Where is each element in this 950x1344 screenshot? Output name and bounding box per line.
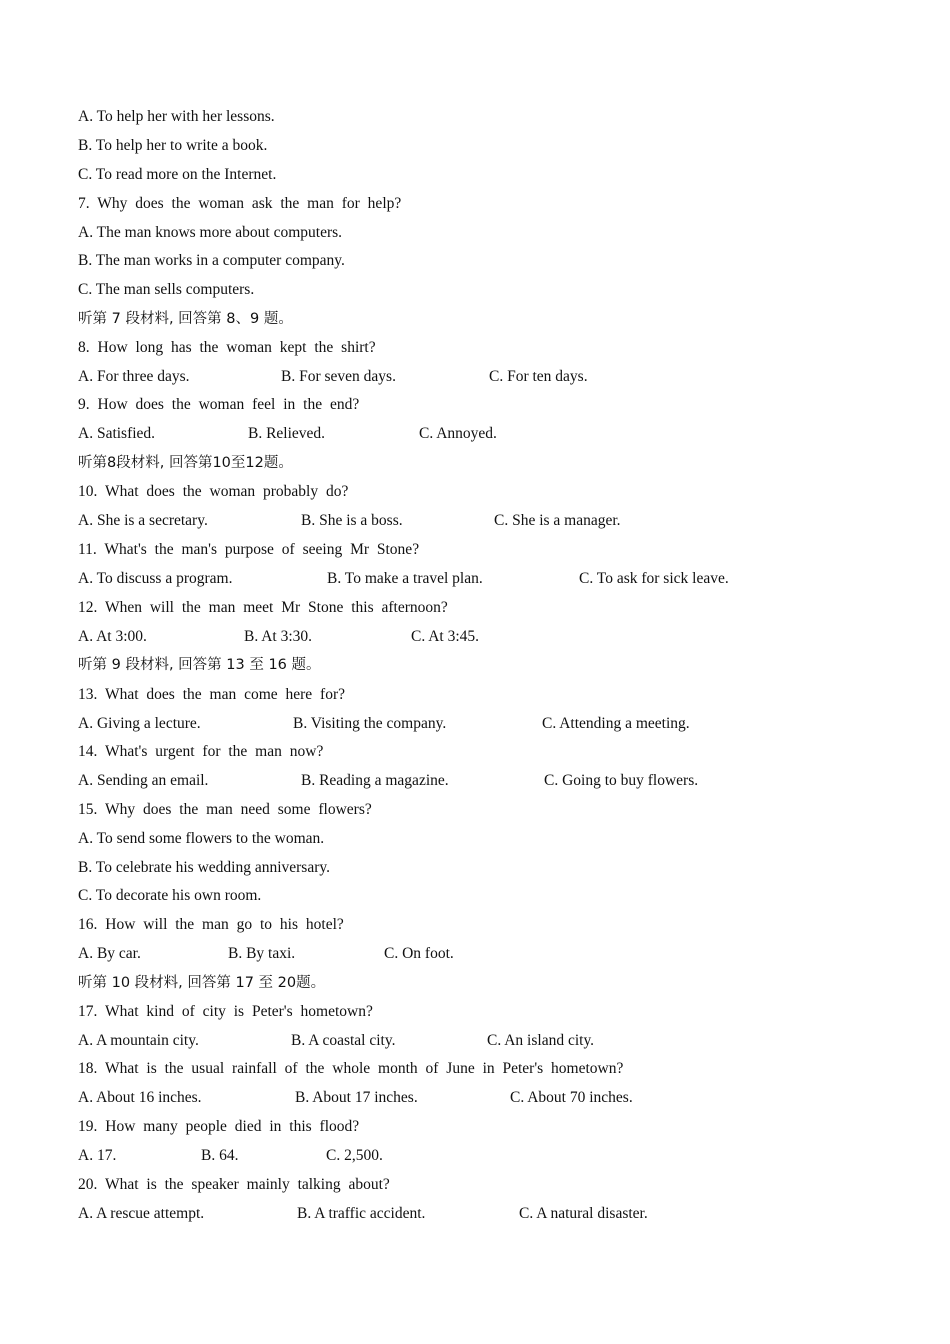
section-heading: 听第8段材料, 回答第10至12题。 xyxy=(78,455,293,471)
option-line: A. The man knows more about computers. xyxy=(78,224,343,241)
option-line: C. To decorate his own room. xyxy=(78,887,262,904)
option-a: A. About 16 inches. xyxy=(78,1089,202,1106)
option-b: B. Relieved. xyxy=(248,425,326,442)
question-19: 19. How many people died in this flood? xyxy=(78,1118,360,1135)
option-b: B. At 3:30. xyxy=(244,628,313,645)
option-a: A. At 3:00. xyxy=(78,628,147,645)
option-b: B. For seven days. xyxy=(281,368,396,385)
option-line: A. To send some flowers to the woman. xyxy=(78,830,325,847)
option-a: A. By car. xyxy=(78,945,141,962)
option-line: A. To help her with her lessons. xyxy=(78,108,275,125)
question-8: 8. How long has the woman kept the shirt? xyxy=(78,339,376,356)
option-c: C. On foot. xyxy=(384,945,454,962)
question-18: 18. What is the usual rainfall of the whole month of June in Peter's hometown? xyxy=(78,1060,624,1077)
option-a: A. For three days. xyxy=(78,368,190,385)
question-12: 12. When will the man meet Mr Stone this afternoon? xyxy=(78,599,448,616)
option-line: C. The man sells computers. xyxy=(78,281,255,298)
option-line: B. The man works in a computer company. xyxy=(78,252,345,269)
option-a: A. A rescue attempt. xyxy=(78,1205,205,1222)
option-a: A. Satisfied. xyxy=(78,425,156,442)
option-b: B. 64. xyxy=(201,1147,239,1164)
question-7: 7. Why does the woman ask the man for help? xyxy=(78,195,402,212)
option-b: B. She is a boss. xyxy=(301,512,403,529)
option-b: B. Visiting the company. xyxy=(293,715,447,732)
section-heading: 听第 7 段材料, 回答第 8、9 题。 xyxy=(78,311,293,327)
section-heading: 听第 10 段材料, 回答第 17 至 20题。 xyxy=(78,975,326,991)
question-9: 9. How does the woman feel in the end? xyxy=(78,396,360,413)
option-c: C. A natural disaster. xyxy=(519,1205,648,1222)
option-c: C. An island city. xyxy=(487,1032,595,1049)
option-a: A. A mountain city. xyxy=(78,1032,199,1049)
question-11: 11. What's the man's purpose of seeing Mr Stone? xyxy=(78,541,420,558)
question-17: 17. What kind of city is Peter's hometown? xyxy=(78,1003,373,1020)
option-line: C. To read more on the Internet. xyxy=(78,166,277,183)
option-line: B. To celebrate his wedding anniversary. xyxy=(78,859,331,876)
option-b: B. Reading a magazine. xyxy=(301,772,449,789)
option-c: C. She is a manager. xyxy=(494,512,621,529)
option-a: A. 17. xyxy=(78,1147,117,1164)
option-a: A. Giving a lecture. xyxy=(78,715,201,732)
option-c: C. At 3:45. xyxy=(411,628,480,645)
option-b: B. A coastal city. xyxy=(291,1032,396,1049)
option-c: C. About 70 inches. xyxy=(510,1089,633,1106)
section-heading: 听第 9 段材料, 回答第 13 至 16 题。 xyxy=(78,657,321,673)
question-14: 14. What's urgent for the man now? xyxy=(78,743,324,760)
option-a: A. To discuss a program. xyxy=(78,570,233,587)
question-16: 16. How will the man go to his hotel? xyxy=(78,916,344,933)
option-b: B. A traffic accident. xyxy=(297,1205,426,1222)
option-a: A. She is a secretary. xyxy=(78,512,208,529)
option-c: C. For ten days. xyxy=(489,368,588,385)
option-b: B. About 17 inches. xyxy=(295,1089,418,1106)
question-15: 15. Why does the man need some flowers? xyxy=(78,801,372,818)
option-a: A. Sending an email. xyxy=(78,772,209,789)
option-b: B. By taxi. xyxy=(228,945,296,962)
question-10: 10. What does the woman probably do? xyxy=(78,483,349,500)
question-13: 13. What does the man come here for? xyxy=(78,686,346,703)
question-20: 20. What is the speaker mainly talking about? xyxy=(78,1176,390,1193)
option-c: C. Attending a meeting. xyxy=(542,715,690,732)
option-c: C. Going to buy flowers. xyxy=(544,772,699,789)
option-b: B. To make a travel plan. xyxy=(327,570,483,587)
option-c: C. Annoyed. xyxy=(419,425,497,442)
option-c: C. To ask for sick leave. xyxy=(579,570,729,587)
option-line: B. To help her to write a book. xyxy=(78,137,268,154)
option-c: C. 2,500. xyxy=(326,1147,383,1164)
